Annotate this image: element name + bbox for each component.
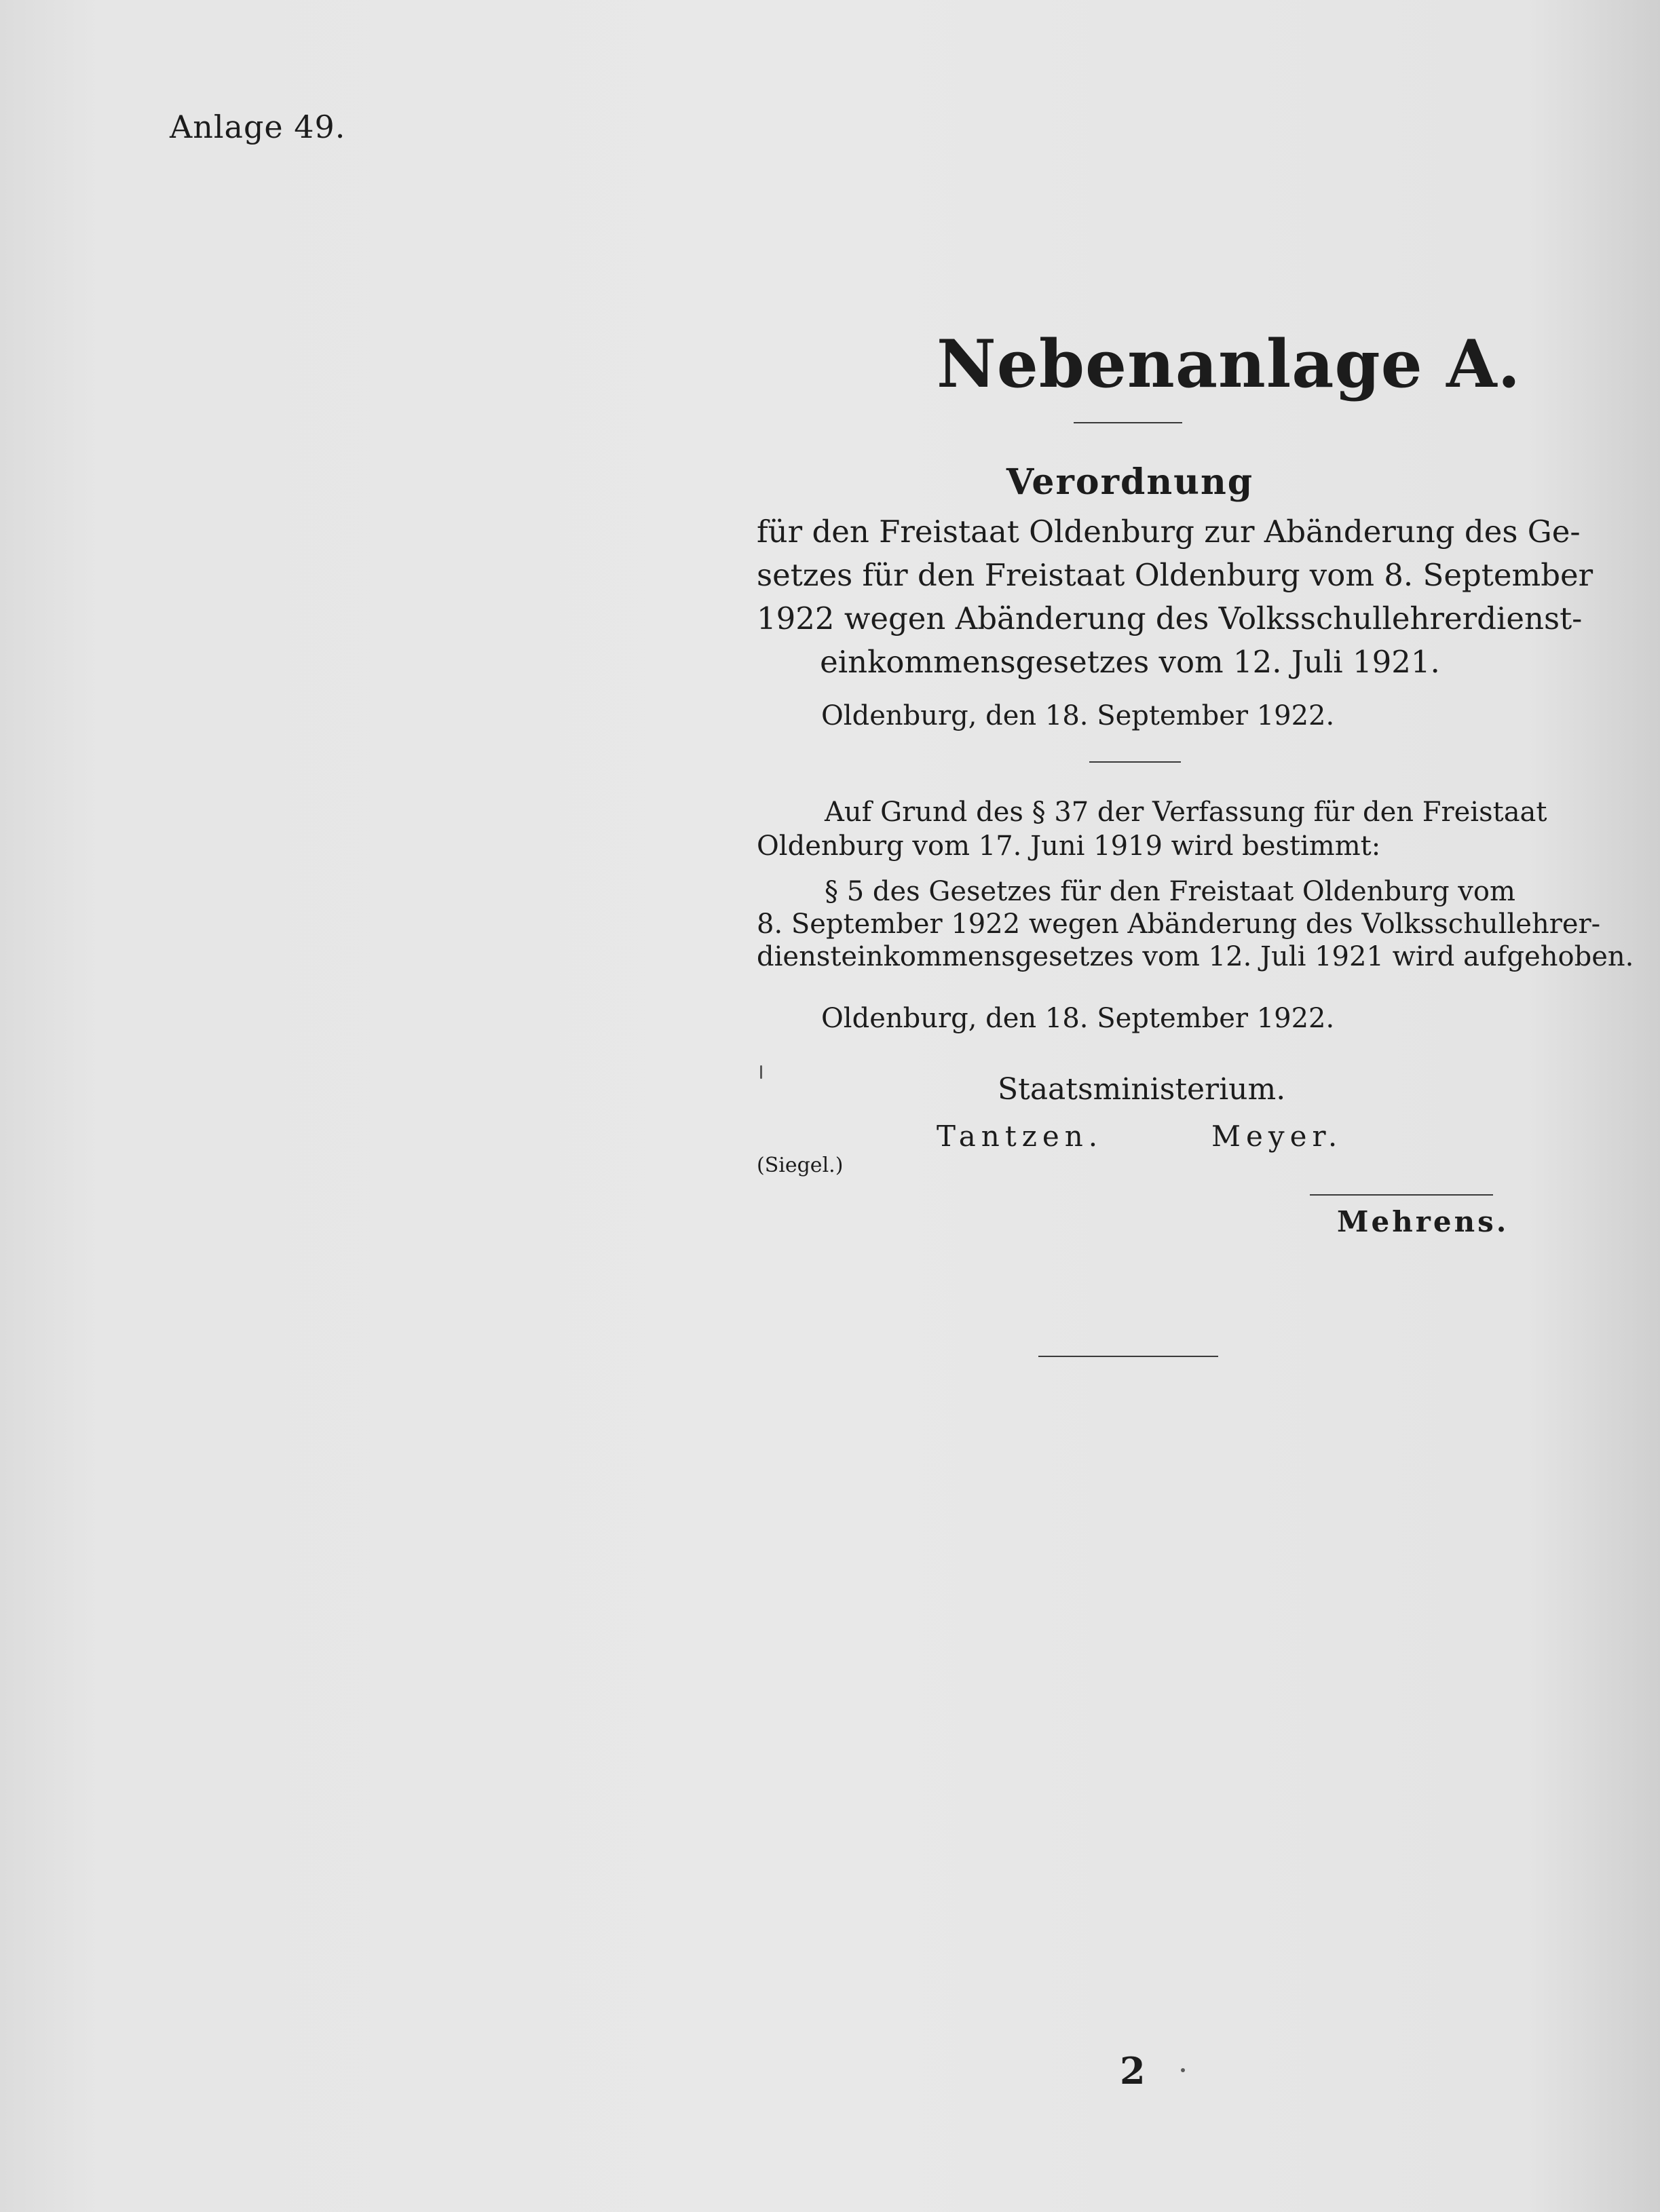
paragraph-line: 8. September 1922 wegen Abänderung des Volksschullehrer- [757, 909, 1601, 940]
signature-line [1310, 1194, 1493, 1196]
paragraph-line: Auf Grund des § 37 der Verfassung für den Freistaat [825, 797, 1547, 828]
annex-label: Anlage 49. [170, 109, 346, 145]
issue-date: Oldenburg, den 18. September 1922. [821, 700, 1335, 731]
end-divider [1038, 1356, 1218, 1357]
paragraph-line: Oldenburg vom 17. Juni 1919 wird bestimmt: [757, 831, 1381, 862]
provision-paragraph [757, 875, 1634, 973]
seal-label: (Siegel.) [757, 1153, 844, 1177]
subject-line: einkommensgesetzes vom 12. Juli 1921. [820, 644, 1440, 680]
subject-line: 1922 wegen Abänderung des Volksschullehrerdienst- [757, 600, 1583, 636]
signatory: Tantzen. [937, 1120, 1103, 1153]
ordinance-subject [757, 510, 1593, 684]
subject-line: setzes für den Freistaat Oldenburg vom 8. September [757, 557, 1593, 593]
countersignatory: Mehrens. [1337, 1205, 1509, 1238]
paragraph-line: diensteinkommensgesetzes vom 12. Juli 1921 wird aufgehoben. [757, 941, 1634, 972]
divider [1074, 422, 1182, 423]
paragraph-line: § 5 des Gesetzes für den Freistaat Oldenburg vom [825, 876, 1515, 907]
ink-mark [1181, 2068, 1185, 2072]
page-number: 2 [1120, 2049, 1146, 2093]
ordinance-heading: Verordnung [1006, 461, 1254, 503]
signatory: Meyer. [1211, 1120, 1343, 1153]
subject-line: für den Freistaat Oldenburg zur Abänderung des Ge- [757, 514, 1581, 550]
legal-basis-paragraph [757, 795, 1547, 863]
ink-mark [760, 1065, 762, 1079]
divider [1089, 761, 1181, 763]
document-title: Nebenanlage A. [937, 326, 1522, 402]
ministry-name: Staatsministerium. [998, 1072, 1286, 1107]
signing-date: Oldenburg, den 18. September 1922. [821, 1003, 1335, 1034]
